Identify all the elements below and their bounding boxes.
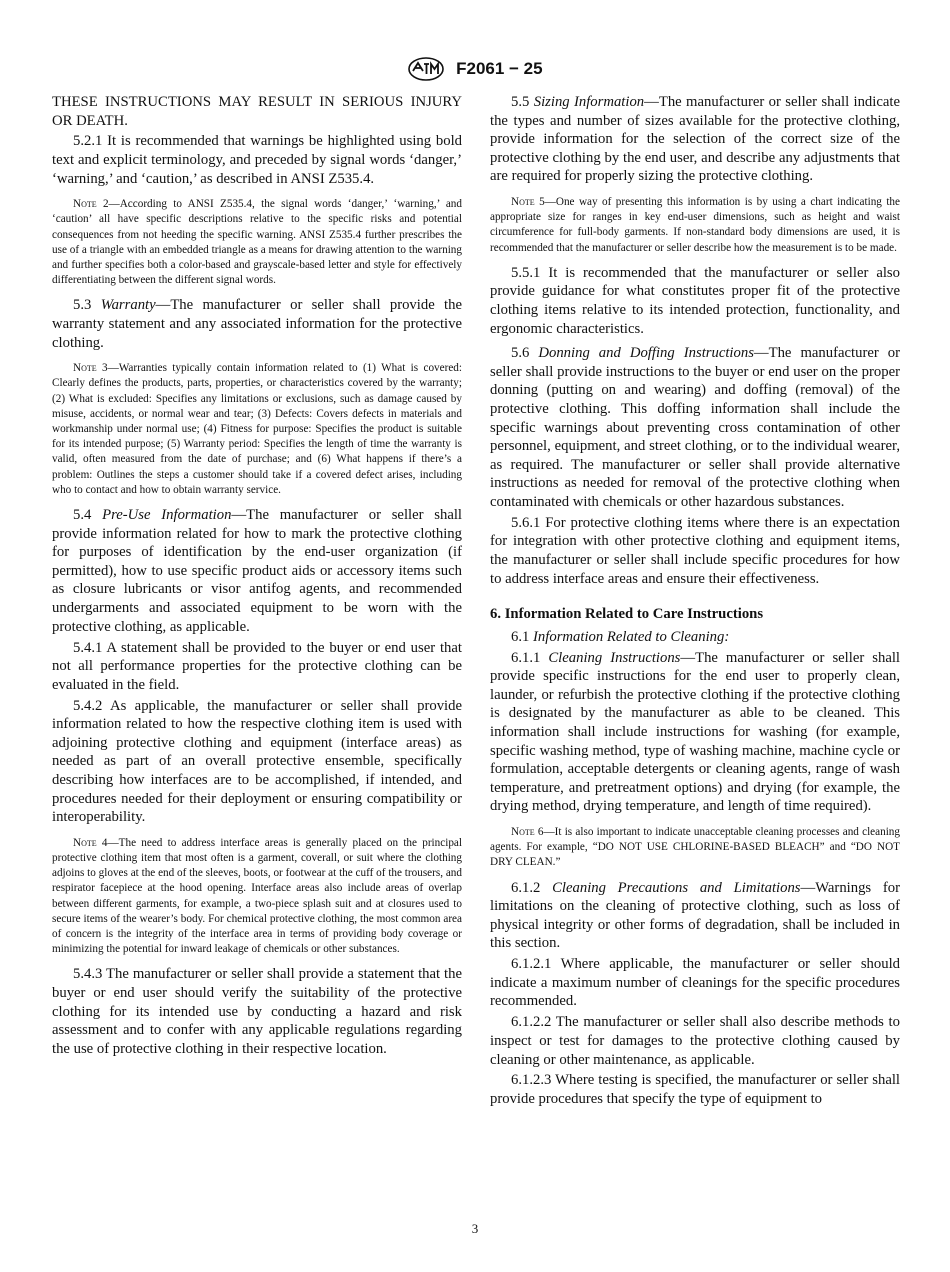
note-3 bbox=[52, 361, 462, 498]
paragraph-5-6-1: 5.6.1 For protective clothing items where there is an expectation for integration with other protective clothing and equipment items, the manufacturer or seller shall include specific procedures for how to address interface areas and ensure their effectiveness. bbox=[490, 514, 900, 587]
section-number: 5.4 bbox=[73, 507, 103, 524]
page-number: 3 bbox=[471, 1221, 479, 1236]
section-number: 5.3 bbox=[73, 297, 101, 314]
note-2 bbox=[52, 197, 462, 288]
note-text: 4—The need to address interface areas is generally placed on the principal protective clothing item that most often is a garment, coverall, or suit where the clothing adjoins to gloves at the end of the sleeves, boots, or footwear at the cuff of the trousers, and respirator facepiece at the hood opening. Interface areas also include areas of overlap between different garments, for example, a two-piece splash suit and at closures used to secure items of the wearer’s body. For chemical protective clothing, the most common area of concern is the integrity of the interface area in terms of providing body coverage or minimizing the potential for inward leakage of chemicals or other substances. bbox=[52, 836, 462, 956]
standard-designation: F2061 − 25 bbox=[456, 59, 543, 78]
section-title: Information Related to Cleaning: bbox=[533, 628, 730, 645]
paragraph-5-6 bbox=[490, 344, 900, 511]
section-number: 5.6 bbox=[511, 345, 539, 362]
section-number: 6.1 bbox=[511, 628, 534, 645]
section-text: —The manufacturer or seller shall provide the warranty statement and any associated information for the protective clothing. bbox=[52, 297, 462, 351]
note-6 bbox=[490, 825, 900, 871]
paragraph-death-warning: THESE INSTRUCTIONS MAY RESULT IN SERIOUS INJURY OR DEATH. bbox=[52, 94, 462, 129]
paragraph-5-5 bbox=[490, 93, 900, 186]
paragraph-5-4-3: 5.4.3 The manufacturer or seller shall provide a statement that the buyer or end user should verify the suitability of the protective clothing for its intended use by conducting a hazard and risk assessment and to confer with any applicable regulations regarding the use of protective clothing in their respective location. bbox=[52, 966, 462, 1057]
paragraph-6-1-2-2: 6.1.2.2 The manufacturer or seller shall also describe methods to inspect or test for damages to the protective clothing caused by cleaning or other maintenance, as applicable. bbox=[490, 1014, 900, 1068]
section-text: —Warnings for limitations on the cleaning of protective clothing, such as loss of physical integrity or other forms of degradation, shall be included in this section. bbox=[490, 879, 900, 952]
section-title: Cleaning Precautions and Limitations bbox=[552, 879, 801, 896]
section-number: 6.1.2 bbox=[511, 879, 553, 896]
note-label: Note bbox=[511, 826, 535, 838]
paragraph-6-1-1 bbox=[490, 649, 900, 816]
section-title: Cleaning Instructions bbox=[548, 649, 681, 666]
paragraph-6-1 bbox=[490, 628, 900, 647]
note-text: 6—It is also important to indicate unacceptable cleaning processes and cleaning agents. For example, “DO NOT USE CHLORINE-BASED BLEACH” and “DO NOT DRY CLEAN.” bbox=[490, 826, 900, 869]
section-text: —The manufacturer or seller shall provide information related for how to mark the protective clothing for purposes of identification by the end-user organization (if permitted), how to use specific product aids or accessory items such as closure lubricants or visor antifog agents, and recommended undergarments and associated equipment to be worn with the protective clothing, as applicable. bbox=[52, 507, 463, 635]
note-text: 2—According to ANSI Z535.4, the signal words ‘danger,’ ‘warning,’ and ‘caution’ all have specific descriptions relative to the specific risks and potential consequences from not heeding the specific warning. ANSI Z535.4 further prescribes the use of a triangle with an embedded triangle as a means for drawing attention to the warning and further specifies both a color-based and grayscale-based letter and style for effectively differentiating between the different signal words. bbox=[52, 198, 462, 287]
section-6-heading: 6. Information Related to Care Instructions bbox=[490, 606, 764, 623]
paragraph-5-5-1: 5.5.1 It is recommended that the manufacturer or seller also provide guidance for what constitutes proper fit of the protective clothing items relative to its intended protection, functionality, and ergonomic characteristics. bbox=[490, 264, 900, 337]
astm-logo-icon bbox=[407, 57, 445, 81]
paragraph-5-4-2: 5.4.2 As applicable, the manufacturer or seller shall provide information related to how the respective clothing item is used with adjoining protective clothing and equipment (interface areas) as needed as part of an overall protective ensemble, specifically describing how interfaces are to be accomplished, if intended, and procedures needed for their deployment or ensuring compatibility or interoperability. bbox=[52, 697, 462, 826]
paragraph-6-1-2-1: 6.1.2.1 Where applicable, the manufacturer or seller should indicate a maximum number of cleanings for the specific procedures recommended. bbox=[490, 956, 900, 1010]
section-title: Donning and Doffing Instructions bbox=[538, 345, 754, 362]
paragraph-5-2-1: 5.2.1 It is recommended that warnings be highlighted using bold text and explicit terminology, and preceded by signal words ‘danger,’ ‘warning,’ and ‘caution,’ as described in ANSI Z535.4. bbox=[52, 133, 462, 187]
page-header bbox=[0, 57, 950, 81]
section-text: —The manufacturer or seller shall indicate the types and number of sizes available for the protective clothing, provide information for the selection of the correct size of the protective clothing by the end user, and describe any adjustments that are required for properly sizing the protective clothing. bbox=[490, 94, 900, 185]
note-text: 5—One way of presenting this information is by using a chart indicating the appropriate size for ranges in key end-user dimensions, such as height and waist circumference for full-body garments. If non-standard body dimensions are used, it is recommended that the manufacturer or seller describe how the measurement is to be made. bbox=[490, 195, 900, 254]
section-title: Pre-Use Information bbox=[102, 507, 232, 524]
paragraph-5-4 bbox=[52, 506, 462, 636]
section-title: Warranty bbox=[100, 297, 156, 314]
section-number: 5.5 bbox=[511, 94, 534, 110]
section-text: —The manufacturer or seller shall provide instructions to the buyer or end user on the proper donning (putting on and wearing) and doffing (removal) of the protective clothing. This doffing information shall include the specific warnings about preventing cross contamination of other personnel, equipment, and street clothing, or to the individual wearer, as required. The manufacturer or seller shall provide alternative instructions as needed for removal of the protective clothing when contaminated with chemicals or other hazardous substances. bbox=[490, 345, 900, 510]
note-label: Note bbox=[73, 198, 97, 211]
section-number: 6.1.1 bbox=[511, 649, 549, 666]
left-column bbox=[52, 93, 462, 1061]
paragraph-5-4-1: 5.4.1 A statement shall be provided to the buyer or end user that not all performance properties for the protective clothing can be evaluated in the field. bbox=[52, 639, 462, 693]
note-label: Note bbox=[73, 362, 97, 375]
paragraph-5-3 bbox=[52, 296, 462, 352]
note-label: Note bbox=[511, 195, 535, 208]
note-4 bbox=[52, 836, 462, 958]
right-column bbox=[490, 93, 900, 1111]
paragraph-6-1-2-3: 6.1.2.3 Where testing is specified, the manufacturer or seller shall provide procedures that specify the type of equipment to bbox=[490, 1072, 900, 1108]
paragraph-6-1-2 bbox=[490, 879, 900, 953]
section-title: Sizing Information bbox=[533, 94, 645, 110]
note-5 bbox=[490, 195, 900, 256]
section-text: —The manufacturer or seller shall provide specific instructions for the end user to properly clean, launder, or refurbish the protective clothing if the protective clothing is designated by the manufacturer as able to be cleaned. This information shall include instructions for washing (for example, specific washing method, type of washing machine, machine cycle or formulation, acceptable detergents or cleaning agents, range of wash temperature, and pretreatment options) and drying (for example, the drying method, drying temperature, and length of time required). bbox=[490, 649, 900, 815]
note-label: Note bbox=[73, 836, 97, 849]
note-text: 3—Warranties typically contain information related to (1) What is covered: Clearly defines the products, parts, properties, or characteristics covered by the warranty; (2) What is excluded: Specifies any limitations or exclusions, such as damage caused by misuse, accidents, or normal wear and tear; (3) Defects: Covers defects in materials and workmanship under normal use; (4) Fitness for purpose: Specifies the product is suitable for its intended purpose; (5) Warranty period: Specifies the length of time the warranty is valid, often measured from the date of purchase; and (6) What happens if there’s a problem: Outlines the steps a customer should take if a covered defect arises, including who to contact and how to obtain warranty service. bbox=[52, 362, 462, 496]
